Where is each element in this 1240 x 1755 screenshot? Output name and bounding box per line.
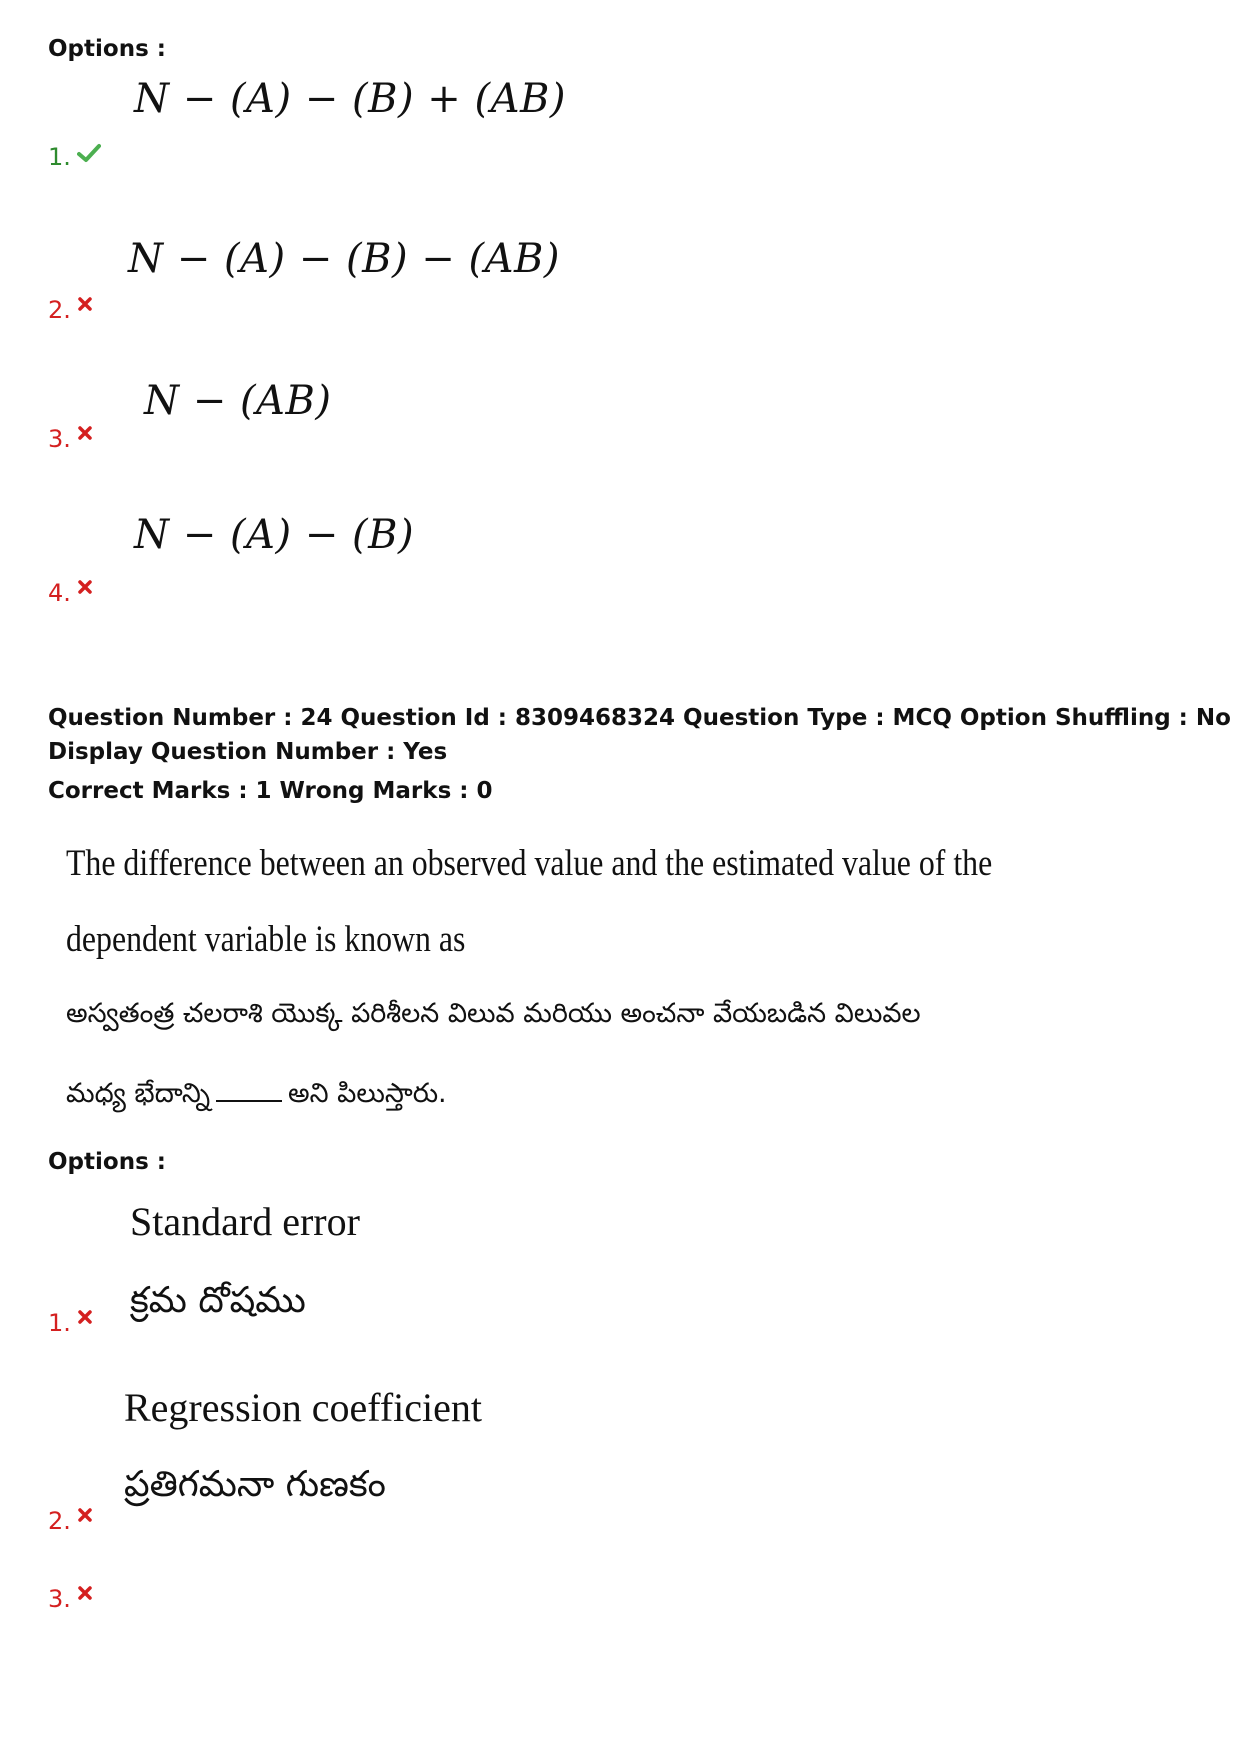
option-3-number <box>48 425 93 453</box>
option-number: 1. <box>48 143 71 171</box>
question-header-line2: Display Question Number : Yes <box>48 739 448 765</box>
option-1-text-en: Standard error <box>130 1199 360 1244</box>
options-label: Options : <box>48 1149 166 1175</box>
option-number: 4. <box>48 579 71 607</box>
option-3-formula: N − (AB) <box>144 378 332 424</box>
question-text-te-line2 <box>66 1074 447 1116</box>
option-number: 1. <box>48 1309 71 1337</box>
option-1-number <box>48 143 101 171</box>
option-number: 2. <box>48 296 71 324</box>
options-label: Options : <box>48 36 166 62</box>
question-text-te-line1: అస్వతంత్ర చలరాశి యొక్క పరిశీలన విలువ మరియు అంచనా వేయబడిన విలువల <box>66 998 921 1029</box>
cross-icon <box>77 296 93 312</box>
option-3-number <box>48 1585 93 1613</box>
option-2-formula: N − (A) − (B) − (AB) <box>128 236 561 282</box>
question-header-line1: Question Number : 24 Question Id : 8309468324 Question Type : MCQ Option Shuffling : No <box>48 705 1231 731</box>
question-text-en-line1: The difference between an observed value and the estimated value of the <box>66 843 993 884</box>
cross-icon <box>77 1585 93 1601</box>
cross-icon <box>77 425 93 441</box>
option-1-number <box>48 1309 93 1337</box>
question-text-te-start: మధ్య భేదాన్ని <box>66 1078 211 1109</box>
question-text-te-end: అని పిలుస్తారు. <box>288 1078 447 1109</box>
check-icon <box>77 143 101 163</box>
option-number: 3. <box>48 1585 71 1613</box>
option-1-text-te: క్రమ దోషము <box>130 1280 306 1321</box>
option-2-number <box>48 296 93 324</box>
option-1-formula: N − (A) − (B) + (AB) <box>134 76 567 122</box>
question-text-en-line2: dependent variable is known as <box>66 919 466 960</box>
option-4-number <box>48 579 93 607</box>
marks-line: Correct Marks : 1 Wrong Marks : 0 <box>48 778 493 804</box>
option-4-formula: N − (A) − (B) <box>134 512 415 558</box>
cross-icon <box>77 1309 93 1325</box>
option-2-text-en: Regression coefficient <box>124 1385 483 1430</box>
option-number: 3. <box>48 425 71 453</box>
option-2-number <box>48 1507 93 1535</box>
option-2-text-te: ప్రతిగమనా గుణకం <box>124 1464 386 1505</box>
option-number: 2. <box>48 1507 71 1535</box>
cross-icon <box>77 579 93 595</box>
answer-blank <box>216 1074 282 1102</box>
cross-icon <box>77 1507 93 1523</box>
